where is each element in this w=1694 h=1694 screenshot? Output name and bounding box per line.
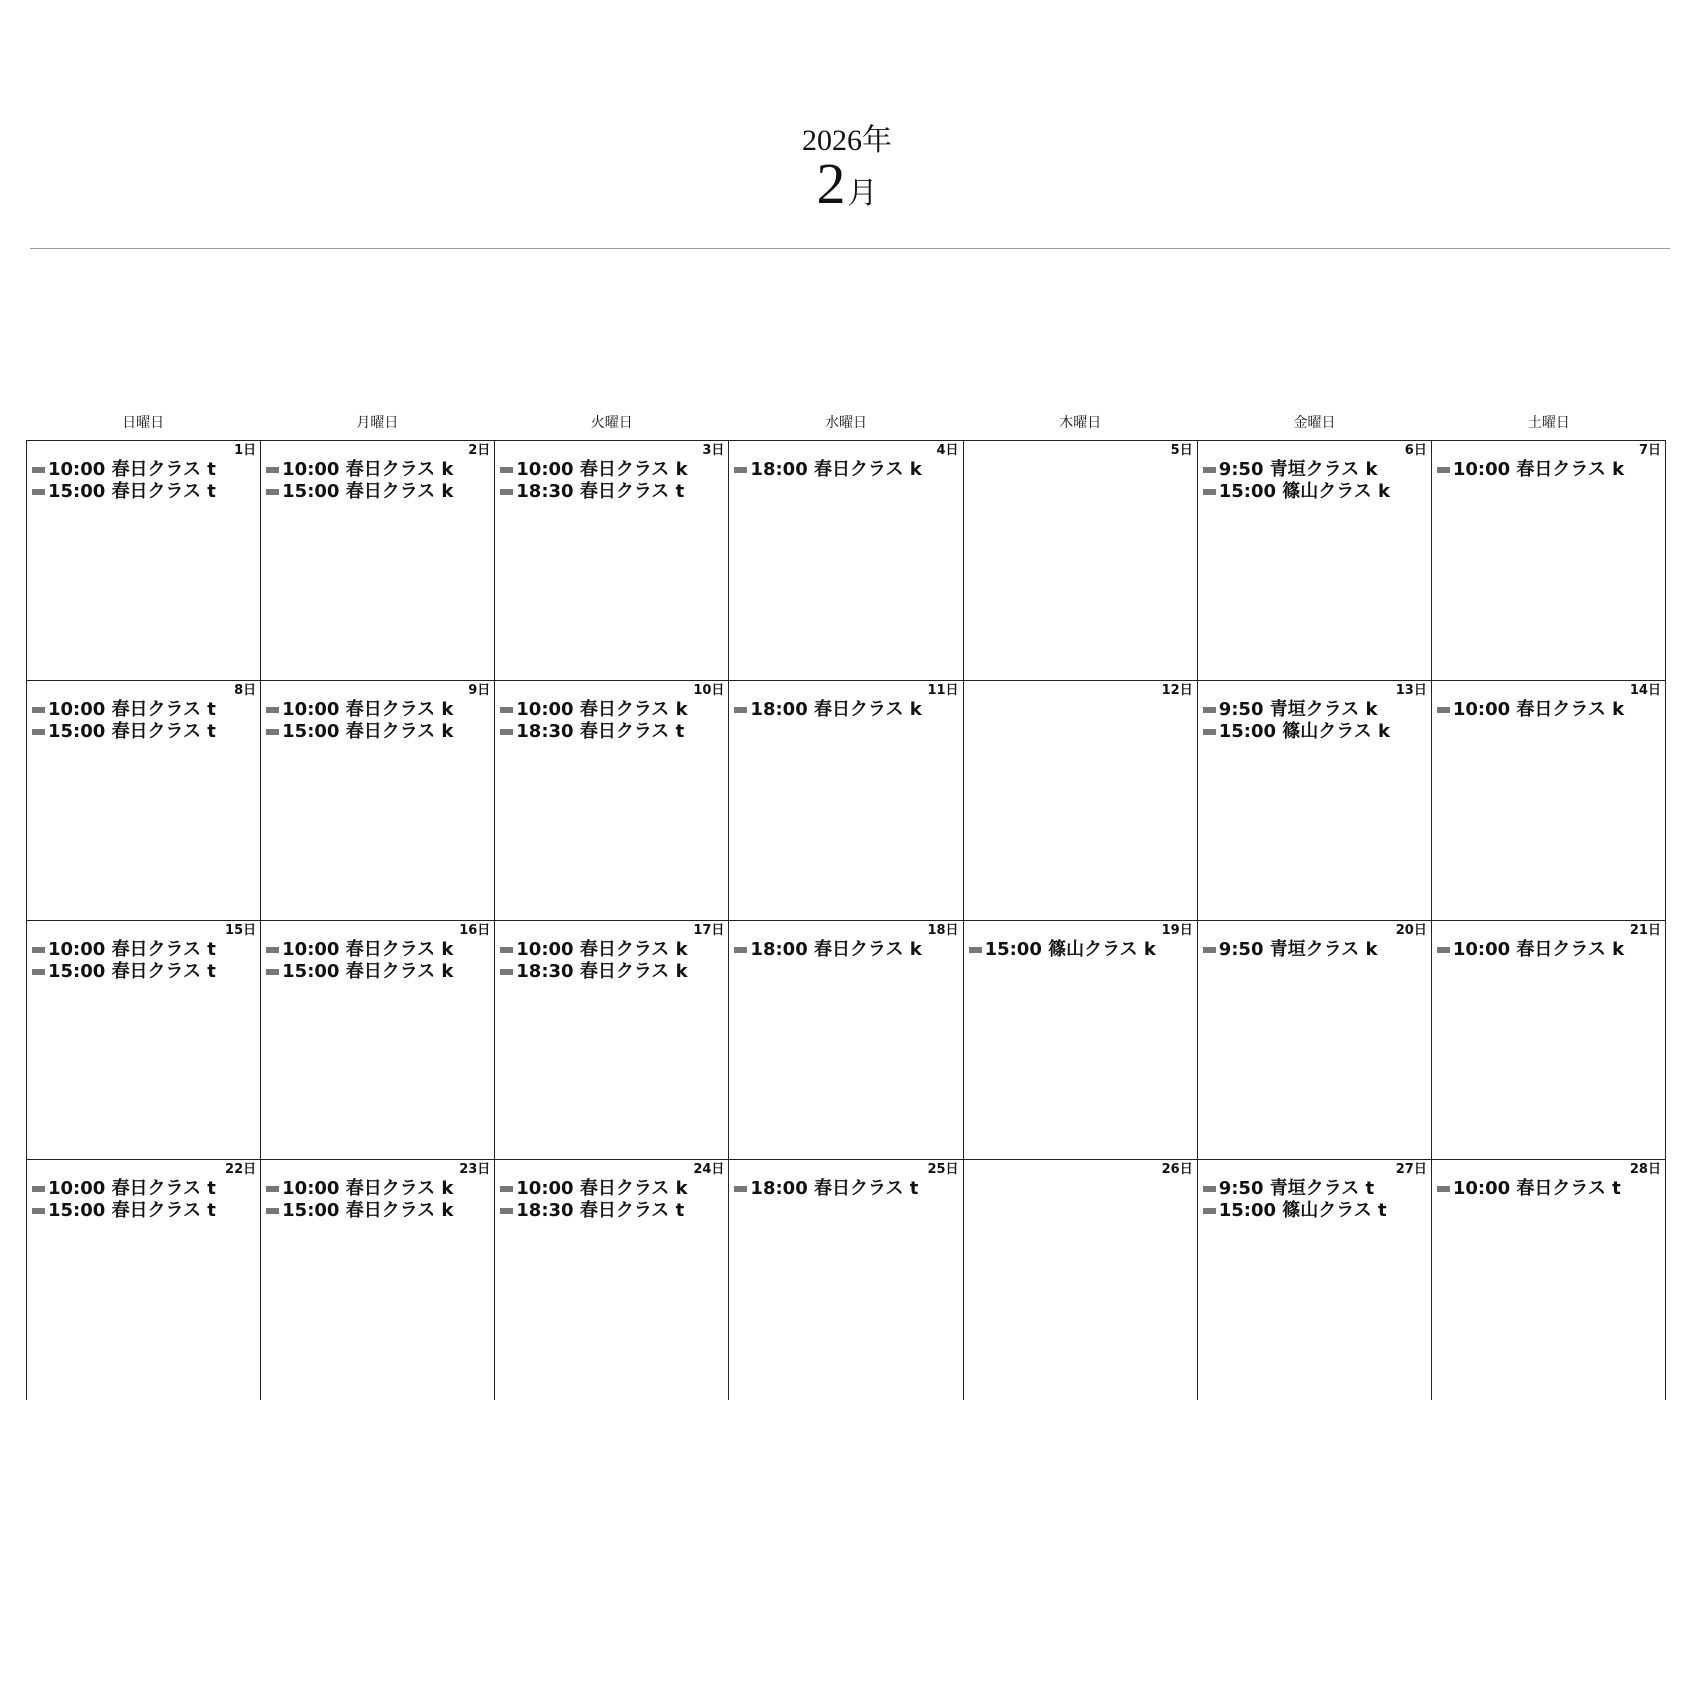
day-cell[interactable] xyxy=(964,681,1198,921)
event-marker-icon xyxy=(734,1186,747,1192)
day-cell[interactable] xyxy=(1432,1160,1666,1400)
calendar-event[interactable] xyxy=(500,1178,724,1200)
day-cell[interactable] xyxy=(1198,1160,1432,1400)
weekday-wednesday: 水曜日 xyxy=(824,415,867,431)
calendar-event[interactable] xyxy=(1203,721,1427,743)
event-label: 10:00 春日クラス k xyxy=(1452,938,1625,960)
event-list xyxy=(266,1178,490,1222)
day-cell[interactable] xyxy=(729,441,963,681)
event-marker-icon xyxy=(266,969,279,975)
event-label: 15:00 篠山クラス k xyxy=(984,938,1156,960)
calendar-event[interactable] xyxy=(500,939,724,961)
day-cell[interactable] xyxy=(729,681,963,921)
event-marker-icon xyxy=(32,467,45,473)
day-cell[interactable] xyxy=(27,1160,261,1400)
event-marker-icon xyxy=(500,1186,513,1192)
day-number: 2日 xyxy=(468,443,491,458)
event-label: 10:00 春日クラス t xyxy=(1452,1178,1621,1200)
event-list xyxy=(1203,699,1427,743)
event-marker-icon xyxy=(1203,707,1216,713)
event-marker-icon xyxy=(1203,729,1216,735)
calendar-event[interactable] xyxy=(1203,699,1427,721)
event-list xyxy=(266,459,490,503)
day-number: 24日 xyxy=(693,1162,725,1178)
day-number: 28日 xyxy=(1629,1162,1661,1178)
event-marker-icon xyxy=(500,467,513,473)
day-number: 7日 xyxy=(1638,443,1661,458)
event-label: 10:00 春日クラス k xyxy=(282,698,454,720)
event-label: 9:50 青垣クラス k xyxy=(1218,459,1378,480)
event-label: 15:00 春日クラス k xyxy=(282,1200,454,1222)
day-cell[interactable] xyxy=(964,921,1198,1161)
calendar-event[interactable] xyxy=(500,1200,724,1222)
calendar-event[interactable] xyxy=(266,721,490,743)
event-list xyxy=(500,699,724,743)
day-cell[interactable] xyxy=(495,921,729,1161)
event-list xyxy=(32,459,256,503)
event-marker-icon xyxy=(32,707,45,713)
day-number: 4日 xyxy=(936,443,959,458)
calendar-event[interactable] xyxy=(1437,459,1661,481)
calendar-event[interactable] xyxy=(266,1200,490,1222)
event-marker-icon xyxy=(500,969,513,975)
calendar-event[interactable] xyxy=(1203,939,1427,961)
day-number: 21日 xyxy=(1629,922,1661,938)
day-number: 18日 xyxy=(927,922,959,938)
event-label: 10:00 春日クラス k xyxy=(516,1178,688,1200)
event-list xyxy=(266,699,490,743)
day-number: 12日 xyxy=(1161,682,1193,698)
calendar-event[interactable] xyxy=(266,459,490,481)
calendar-event[interactable] xyxy=(734,459,958,481)
event-marker-icon xyxy=(734,707,747,713)
weekday-saturday: 土曜日 xyxy=(1527,415,1570,431)
calendar-event[interactable] xyxy=(500,961,724,983)
day-cell[interactable] xyxy=(261,681,495,921)
event-list xyxy=(1437,1178,1661,1200)
event-marker-icon xyxy=(32,1208,45,1214)
day-cell[interactable] xyxy=(495,681,729,921)
event-label: 18:00 春日クラス t xyxy=(750,1178,919,1200)
event-label: 18:30 春日クラス t xyxy=(516,1200,685,1222)
event-label: 10:00 春日クラス k xyxy=(282,459,454,480)
event-list xyxy=(500,459,724,503)
event-list xyxy=(734,939,958,961)
event-marker-icon xyxy=(32,947,45,953)
month-number: 2 xyxy=(816,151,846,216)
day-number: 15日 xyxy=(225,922,257,938)
calendar-event[interactable] xyxy=(266,961,490,983)
day-cell[interactable] xyxy=(495,441,729,681)
day-number: 23日 xyxy=(459,1162,491,1178)
calendar-event[interactable] xyxy=(1437,699,1661,721)
event-marker-icon xyxy=(500,729,513,735)
weekday-tuesday: 火曜日 xyxy=(590,415,633,431)
event-list xyxy=(32,699,256,743)
event-label: 18:30 春日クラス t xyxy=(516,481,685,502)
event-label: 18:30 春日クラス t xyxy=(516,720,685,742)
calendar-event[interactable] xyxy=(500,721,724,743)
calendar-event[interactable] xyxy=(266,1178,490,1200)
calendar-event[interactable] xyxy=(969,939,1193,961)
day-number: 20日 xyxy=(1395,922,1427,938)
event-list xyxy=(1203,1178,1427,1222)
event-label: 15:00 篠山クラス k xyxy=(1218,481,1390,502)
calendar-event[interactable] xyxy=(734,1178,958,1200)
day-number: 14日 xyxy=(1629,682,1661,698)
event-marker-icon xyxy=(969,947,982,953)
calendar-event[interactable] xyxy=(500,459,724,481)
weekday-monday: 月曜日 xyxy=(356,415,399,431)
calendar-event[interactable] xyxy=(32,699,256,721)
event-label: 18:00 春日クラス k xyxy=(750,459,922,480)
day-cell[interactable] xyxy=(261,921,495,1161)
day-cell[interactable] xyxy=(729,1160,963,1400)
calendar-event[interactable] xyxy=(32,1178,256,1200)
event-list xyxy=(734,699,958,721)
day-number: 9日 xyxy=(468,682,491,698)
day-cell[interactable] xyxy=(1432,441,1666,681)
event-label: 15:00 春日クラス t xyxy=(48,1200,216,1222)
event-label: 9:50 青垣クラス k xyxy=(1218,938,1378,960)
calendar-event[interactable] xyxy=(1437,1178,1661,1200)
event-list xyxy=(1203,459,1427,503)
event-label: 15:00 春日クラス k xyxy=(282,720,454,742)
event-marker-icon xyxy=(266,729,279,735)
day-cell[interactable] xyxy=(261,441,495,681)
calendar-event[interactable] xyxy=(1437,939,1661,961)
event-marker-icon xyxy=(1437,1186,1450,1192)
event-list xyxy=(734,1178,958,1200)
day-number: 13日 xyxy=(1395,682,1427,698)
month-heading xyxy=(0,151,1694,229)
calendar-event[interactable] xyxy=(500,481,724,503)
event-label: 10:00 春日クラス k xyxy=(282,1178,454,1200)
calendar-event[interactable] xyxy=(32,721,256,743)
event-list xyxy=(734,459,958,481)
event-marker-icon xyxy=(266,1186,279,1192)
event-label: 15:00 春日クラス k xyxy=(282,960,454,982)
event-list xyxy=(500,939,724,983)
event-marker-icon xyxy=(32,489,45,495)
day-number: 1日 xyxy=(234,443,257,458)
event-list xyxy=(266,939,490,983)
event-marker-icon xyxy=(734,947,747,953)
day-cell[interactable] xyxy=(1198,921,1432,1161)
event-list xyxy=(32,1178,256,1222)
event-list xyxy=(969,939,1193,961)
calendar-event[interactable] xyxy=(32,481,256,503)
calendar-event[interactable] xyxy=(1203,459,1427,481)
event-label: 15:00 篠山クラス k xyxy=(1218,720,1390,742)
event-label: 15:00 春日クラス k xyxy=(282,481,454,502)
calendar-event[interactable] xyxy=(266,939,490,961)
header-divider xyxy=(30,248,1670,249)
calendar-event[interactable] xyxy=(32,1200,256,1222)
event-marker-icon xyxy=(1203,1208,1216,1214)
event-marker-icon xyxy=(500,489,513,495)
event-marker-icon xyxy=(1203,947,1216,953)
calendar-event[interactable] xyxy=(734,939,958,961)
event-label: 15:00 春日クラス t xyxy=(48,720,216,742)
calendar-grid xyxy=(26,440,1666,1400)
event-list xyxy=(1437,459,1661,481)
event-label: 10:00 春日クラス k xyxy=(1452,459,1625,480)
event-label: 10:00 春日クラス k xyxy=(282,938,454,960)
day-cell[interactable] xyxy=(495,1160,729,1400)
day-number: 5日 xyxy=(1170,443,1193,458)
calendar-event[interactable] xyxy=(1203,481,1427,503)
day-cell[interactable] xyxy=(1432,681,1666,921)
event-marker-icon xyxy=(734,467,747,473)
calendar-event[interactable] xyxy=(32,459,256,481)
event-label: 10:00 春日クラス k xyxy=(1452,698,1625,720)
event-marker-icon xyxy=(1437,947,1450,953)
event-label: 18:30 春日クラス k xyxy=(516,960,688,982)
day-number: 19日 xyxy=(1161,922,1193,938)
event-label: 15:00 春日クラス t xyxy=(48,960,216,982)
day-cell[interactable] xyxy=(729,921,963,1161)
event-label: 9:50 青垣クラス k xyxy=(1218,698,1378,720)
day-number: 26日 xyxy=(1161,1162,1193,1178)
event-list xyxy=(500,1178,724,1222)
event-label: 10:00 春日クラス t xyxy=(48,459,216,480)
day-number: 10日 xyxy=(693,682,725,698)
weekday-sunday: 日曜日 xyxy=(122,415,165,431)
event-label: 10:00 春日クラス t xyxy=(48,1178,216,1200)
day-number: 6日 xyxy=(1404,443,1427,458)
day-number: 22日 xyxy=(225,1162,257,1178)
calendar-event[interactable] xyxy=(500,699,724,721)
event-label: 15:00 篠山クラス t xyxy=(1218,1200,1387,1222)
weekday-header-row xyxy=(26,412,1666,434)
event-marker-icon xyxy=(1203,1186,1216,1192)
weekday-thursday: 木曜日 xyxy=(1059,415,1102,431)
day-cell[interactable] xyxy=(27,921,261,1161)
event-label: 10:00 春日クラス t xyxy=(48,938,216,960)
event-marker-icon xyxy=(266,489,279,495)
day-number: 27日 xyxy=(1395,1162,1427,1178)
event-label: 18:00 春日クラス k xyxy=(750,698,922,720)
day-cell[interactable] xyxy=(1198,441,1432,681)
event-marker-icon xyxy=(500,947,513,953)
event-marker-icon xyxy=(1203,467,1216,473)
event-marker-icon xyxy=(32,1186,45,1192)
event-label: 10:00 春日クラス t xyxy=(48,698,216,720)
event-marker-icon xyxy=(266,1208,279,1214)
event-label: 18:00 春日クラス k xyxy=(750,938,922,960)
calendar-event[interactable] xyxy=(1203,1200,1427,1222)
weekday-friday: 金曜日 xyxy=(1293,415,1336,431)
event-label: 9:50 青垣クラス t xyxy=(1218,1178,1375,1200)
event-marker-icon xyxy=(1203,489,1216,495)
event-marker-icon xyxy=(266,707,279,713)
event-label: 10:00 春日クラス k xyxy=(516,698,688,720)
day-cell[interactable] xyxy=(964,441,1198,681)
event-marker-icon xyxy=(266,947,279,953)
event-marker-icon xyxy=(1437,707,1450,713)
event-marker-icon xyxy=(32,969,45,975)
calendar-event[interactable] xyxy=(1203,1178,1427,1200)
day-cell[interactable] xyxy=(27,681,261,921)
event-marker-icon xyxy=(500,1208,513,1214)
year-heading: 2026年 xyxy=(802,124,892,157)
day-cell[interactable] xyxy=(1198,681,1432,921)
day-number: 16日 xyxy=(459,922,491,938)
event-marker-icon xyxy=(500,707,513,713)
day-cell[interactable] xyxy=(27,441,261,681)
event-label: 10:00 春日クラス k xyxy=(516,459,688,480)
calendar-event[interactable] xyxy=(266,481,490,503)
month-unit: 月 xyxy=(847,177,878,210)
day-number: 8日 xyxy=(234,682,257,698)
event-label: 10:00 春日クラス k xyxy=(516,938,688,960)
day-number: 3日 xyxy=(702,443,725,458)
day-cell[interactable] xyxy=(1432,921,1666,1161)
day-number: 17日 xyxy=(693,922,725,938)
day-cell[interactable] xyxy=(261,1160,495,1400)
calendar-event[interactable] xyxy=(32,939,256,961)
event-marker-icon xyxy=(32,729,45,735)
calendar-event[interactable] xyxy=(266,699,490,721)
day-number: 11日 xyxy=(927,682,959,698)
event-list xyxy=(32,939,256,983)
event-marker-icon xyxy=(1437,467,1450,473)
event-list xyxy=(1203,939,1427,961)
calendar-event[interactable] xyxy=(32,961,256,983)
day-number: 25日 xyxy=(927,1162,959,1178)
day-cell[interactable] xyxy=(964,1160,1198,1400)
calendar-event[interactable] xyxy=(734,699,958,721)
event-marker-icon xyxy=(266,467,279,473)
event-list xyxy=(1437,699,1661,721)
event-list xyxy=(1437,939,1661,961)
event-label: 15:00 春日クラス t xyxy=(48,481,216,502)
